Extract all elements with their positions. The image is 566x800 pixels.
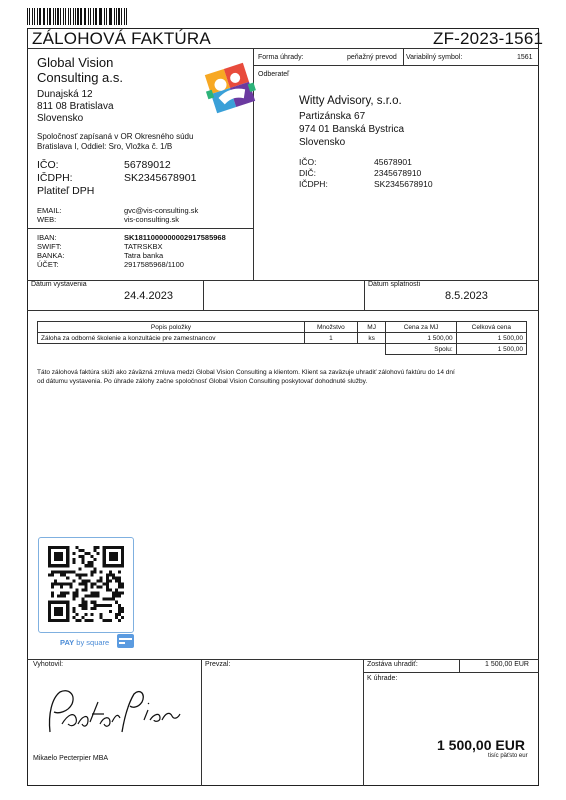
- supplier-register-line2: Bratislava I, Oddiel: Sro, Vložka č. 1/B: [37, 142, 173, 151]
- sum-label: Spolu:: [386, 344, 456, 355]
- supplier-email-label: EMAIL:: [37, 206, 62, 215]
- swift-value: TATRSKBX: [124, 242, 163, 251]
- swift-label: SWIFT:: [37, 242, 62, 251]
- item-unit-price: 1 500,00: [386, 333, 456, 344]
- sum-row: [38, 344, 527, 355]
- supplier-register-line1: Spoločnosť zapísaná v OR Okresného súdu: [37, 132, 194, 141]
- col-unit-header: MJ: [357, 322, 386, 333]
- customer-name: Witty Advisory, s.r.o.: [299, 95, 402, 107]
- iban-value: SK1811000000002917585968: [124, 233, 226, 242]
- item-total: 1 500,00: [456, 333, 526, 344]
- items-header-row: [38, 322, 527, 333]
- bank-value: Tatra banka: [124, 251, 164, 260]
- customer-ico-label: IČO:: [299, 157, 317, 167]
- customer-label: Odberateľ: [258, 71, 290, 78]
- pay-by-square-frame: [38, 537, 134, 633]
- issued-by-label: Vyhotovil:: [33, 661, 64, 668]
- table-row: [38, 333, 527, 344]
- signature: [38, 684, 188, 744]
- customer-country: Slovensko: [299, 137, 346, 148]
- supplier-ico-label: IČO:: [37, 159, 59, 171]
- supplier-name-line1: Global Vision: [37, 55, 114, 70]
- items-table: [37, 321, 527, 355]
- item-unit: ks: [357, 333, 386, 344]
- sum-value: 1 500,00: [456, 344, 526, 355]
- invoice-title: ZÁLOHOVÁ FAKTÚRA: [32, 29, 211, 48]
- card-icon: [117, 634, 134, 648]
- barcode: [27, 8, 129, 25]
- supplier-email[interactable]: gvc@vis-consulting.sk: [124, 206, 199, 215]
- customer-ico-value: 45678901: [374, 157, 412, 167]
- customer-icdph-value: SK2345678910: [374, 179, 433, 189]
- account-label: ÚČET:: [37, 260, 59, 269]
- issued-date-label: Dátum vystavenia: [31, 281, 87, 288]
- variable-symbol-value: 1561: [517, 54, 533, 61]
- remaining-value: 1 500,00 EUR: [485, 661, 529, 668]
- to-pay-value: 1 500,00 EUR: [437, 737, 525, 753]
- supplier-country: Slovensko: [37, 113, 84, 124]
- variable-symbol-label: Variabilný symbol:: [406, 54, 463, 61]
- supplier-city: 811 08 Bratislava: [37, 101, 114, 112]
- remaining-label: Zostáva uhradiť:: [367, 661, 418, 668]
- item-description: Záloha za odborné školenie a konzultácie pre zamestnancov: [38, 333, 305, 344]
- supplier-ico-value: 56789012: [124, 159, 171, 171]
- customer-street: Partizánska 67: [299, 111, 366, 122]
- supplier-icdph-value: SK2345678901: [124, 172, 197, 184]
- customer-icdph-label: IČDPH:: [299, 179, 328, 189]
- customer-city: 974 01 Banská Bystrica: [299, 124, 405, 135]
- customer-dic-label: DIČ:: [299, 168, 316, 178]
- col-unit-price-header: Cena za MJ: [386, 322, 456, 333]
- note-line1: Táto zálohová faktúra slúži ako záväzná zmluva medzi Global Vision Consulting a klientom. Klient sa zaväzuje uhradiť zálohovú faktúru do 14 dní: [37, 369, 455, 376]
- col-total-header: Celková cena: [456, 322, 526, 333]
- supplier-icdph-label: IČDPH:: [37, 172, 73, 184]
- customer-dic-value: 2345678910: [374, 168, 422, 178]
- account-value: 2917585968/1100: [124, 260, 184, 269]
- col-quantity-header: Množstvo: [304, 322, 357, 333]
- qr-code: [48, 546, 124, 622]
- supplier-name-line2: Consulting a.s.: [37, 70, 123, 85]
- supplier-web[interactable]: vis-consulting.sk: [124, 215, 180, 224]
- supplier-vat-payer: Platiteľ DPH: [37, 185, 95, 197]
- supplier-street: Dunajská 12: [37, 89, 93, 100]
- to-pay-label: K úhrade:: [367, 675, 398, 682]
- pay-by-square-label: PAY by square: [60, 638, 110, 647]
- to-pay-words: tisíc päťsto eur: [488, 753, 528, 759]
- item-quantity: 1: [304, 333, 357, 344]
- issued-by-name: Mikaelo Pecterpier MBA: [33, 755, 109, 762]
- issued-date-value: 24.4.2023: [124, 290, 173, 302]
- invoice-number: ZF-2023-1561: [433, 29, 544, 48]
- due-date-value: 8.5.2023: [445, 290, 488, 302]
- payment-method-label: Forma úhrady:: [258, 54, 304, 61]
- received-by-label: Prevzal:: [205, 661, 231, 668]
- payment-method-value: peňažný prevod: [347, 54, 397, 61]
- bank-label: BANKA:: [37, 251, 65, 260]
- note-line2: od dátumu vystavenia. Po úhrade zálohy začne spoločnosť Global Vision Consulting poskytovať dohodnuté služby.: [37, 378, 368, 385]
- company-logo: [197, 58, 263, 118]
- supplier-web-label: WEB:: [37, 215, 57, 224]
- due-date-label: Dátum splatnosti: [368, 281, 421, 288]
- col-description-header: Popis položky: [38, 322, 305, 333]
- iban-label: IBAN:: [37, 233, 57, 242]
